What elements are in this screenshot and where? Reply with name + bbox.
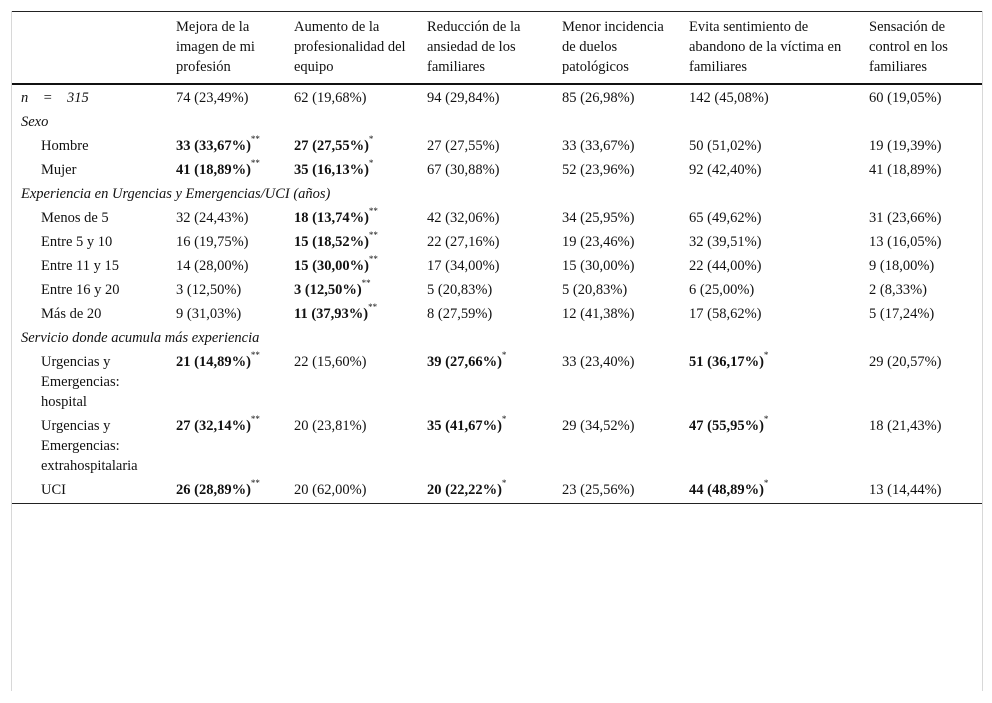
table-cell <box>679 278 859 302</box>
table-cell <box>679 230 859 254</box>
table-cell <box>679 158 859 182</box>
significance-marker: * <box>763 478 769 489</box>
cell-value: 32 (39,51%) <box>689 234 762 250</box>
cell-value: 13 (14,44%) <box>869 482 942 498</box>
cell-value: 41 (18,89%) <box>176 162 251 178</box>
cell-value: 39 (27,66%) <box>427 354 502 370</box>
significance-marker: ** <box>250 134 260 145</box>
table-row <box>12 206 982 230</box>
table-cell: 62 (19,68%) <box>294 90 367 106</box>
significance-marker: ** <box>361 278 371 289</box>
table-cell <box>859 230 982 254</box>
table-cell: 142 (45,08%) <box>689 90 769 106</box>
significance-marker: ** <box>368 230 378 241</box>
cell-value: 32 (24,43%) <box>176 210 249 226</box>
cell-value: 44 (48,89%) <box>689 482 764 498</box>
table-cell <box>859 278 982 302</box>
header-cell-empty <box>12 12 166 85</box>
cell-value: 8 (27,59%) <box>427 306 493 322</box>
table-cell <box>166 158 284 182</box>
row-label: Entre 11 y 15 <box>41 258 119 274</box>
table-cell <box>679 350 859 414</box>
table-cell <box>859 158 982 182</box>
table-row <box>12 134 982 158</box>
table-cell: 94 (29,84%) <box>427 90 500 106</box>
cell-value: 15 (30,00%) <box>562 258 635 274</box>
cell-value: 18 (13,74%) <box>294 210 369 226</box>
table-cell <box>166 278 284 302</box>
table-cell <box>679 414 859 478</box>
table-row <box>12 302 982 326</box>
section-header-row <box>12 110 982 134</box>
significance-marker: * <box>501 414 507 425</box>
table-cell <box>284 206 417 230</box>
header-reduccion-ansiedad: Reducción de la ansiedad de los familiares <box>417 12 552 85</box>
table-cell <box>166 478 284 504</box>
cell-value: 20 (22,22%) <box>427 482 502 498</box>
table-cell <box>284 254 417 278</box>
table-cell <box>417 414 552 478</box>
table-cell <box>859 134 982 158</box>
row-label: Urgencias y Emergencias: hospital <box>41 354 120 410</box>
cell-value: 6 (25,00%) <box>689 282 755 298</box>
table-cell <box>859 302 982 326</box>
row-label: Menos de 5 <box>41 210 109 226</box>
significance-marker: ** <box>368 254 378 265</box>
significance-marker: * <box>501 350 507 361</box>
cell-value: 29 (34,52%) <box>562 418 635 434</box>
section-title: Experiencia en Urgencias y Emergencias/UCI (años) <box>21 186 331 202</box>
n-label: n = 315 <box>21 90 89 106</box>
row-label: Mujer <box>41 162 77 178</box>
cell-value: 17 (58,62%) <box>689 306 762 322</box>
cell-value: 14 (28,00%) <box>176 258 249 274</box>
cell-value: 27 (27,55%) <box>427 138 500 154</box>
cell-value: 67 (30,88%) <box>427 162 500 178</box>
table-cell <box>552 414 679 478</box>
table-row <box>12 350 982 414</box>
cell-value: 35 (16,13%) <box>294 162 369 178</box>
cell-value: 19 (23,46%) <box>562 234 635 250</box>
table-cell <box>679 206 859 230</box>
cell-value: 51 (36,17%) <box>689 354 764 370</box>
cell-value: 12 (41,38%) <box>562 306 635 322</box>
table-row <box>12 254 982 278</box>
cell-value: 52 (23,96%) <box>562 162 635 178</box>
table-cell <box>679 478 859 504</box>
table-cell <box>166 414 284 478</box>
cell-value: 27 (27,55%) <box>294 138 369 154</box>
results-table <box>12 11 982 504</box>
table-cell <box>417 350 552 414</box>
cell-value: 5 (17,24%) <box>869 306 935 322</box>
table-cell <box>552 206 679 230</box>
table-cell <box>552 278 679 302</box>
section-header-row <box>12 182 982 206</box>
significance-marker: * <box>501 478 507 489</box>
cell-value: 21 (14,89%) <box>176 354 251 370</box>
table-cell: 74 (23,49%) <box>176 90 249 106</box>
row-label: UCI <box>12 478 166 504</box>
table-cell <box>284 278 417 302</box>
table-cell <box>166 254 284 278</box>
cell-value: 41 (18,89%) <box>869 162 942 178</box>
table-cell <box>552 230 679 254</box>
cell-value: 42 (32,06%) <box>427 210 500 226</box>
table-body <box>12 84 982 504</box>
header-evita-abandono: Evita sentimiento de abandono de la víctima en familiares <box>679 12 859 85</box>
significance-marker: ** <box>250 350 260 361</box>
significance-marker: ** <box>368 302 378 313</box>
cell-value: 2 (8,33%) <box>869 282 927 298</box>
table-row <box>12 158 982 182</box>
table-cell <box>166 302 284 326</box>
table-cell: 85 (26,98%) <box>562 90 635 106</box>
significance-marker: ** <box>250 414 260 425</box>
cell-value: 22 (15,60%) <box>294 354 367 370</box>
cell-value: 50 (51,02%) <box>689 138 762 154</box>
cell-value: 33 (33,67%) <box>562 138 635 154</box>
table-cell <box>552 350 679 414</box>
cell-value: 92 (42,40%) <box>689 162 762 178</box>
table-cell <box>859 206 982 230</box>
cell-value: 22 (44,00%) <box>689 258 762 274</box>
cell-value: 20 (23,81%) <box>294 418 367 434</box>
cell-value: 65 (49,62%) <box>689 210 762 226</box>
cell-value: 22 (27,16%) <box>427 234 500 250</box>
row-label: Urgencias y Emergencias: extrahospitalaria <box>41 418 138 474</box>
table-cell <box>166 206 284 230</box>
table-cell <box>679 254 859 278</box>
cell-value: 47 (55,95%) <box>689 418 764 434</box>
cell-value: 19 (19,39%) <box>869 138 942 154</box>
cell-value: 15 (30,00%) <box>294 258 369 274</box>
table-cell <box>284 302 417 326</box>
header-aumento-profesionalidad: Aumento de la profesionalidad del equipo <box>284 12 417 85</box>
table-cell <box>284 350 417 414</box>
header-sensacion-control: Sensación de control en los familiares <box>859 12 982 85</box>
table-cell <box>552 478 679 504</box>
cell-value: 5 (20,83%) <box>562 282 628 298</box>
table-cell <box>859 414 982 478</box>
row-label: Hombre <box>41 138 89 154</box>
table-cell <box>417 206 552 230</box>
table-cell <box>552 302 679 326</box>
cell-value: 3 (12,50%) <box>294 282 362 298</box>
significance-marker: * <box>368 134 374 145</box>
table-cell <box>679 134 859 158</box>
cell-value: 5 (20,83%) <box>427 282 493 298</box>
table-cell <box>552 134 679 158</box>
cell-value: 29 (20,57%) <box>869 354 942 370</box>
cell-value: 35 (41,67%) <box>427 418 502 434</box>
table-cell <box>859 254 982 278</box>
table-cell <box>284 230 417 254</box>
cell-value: 9 (31,03%) <box>176 306 242 322</box>
table-row <box>12 414 982 478</box>
cell-value: 17 (34,00%) <box>427 258 500 274</box>
cell-value: 33 (33,67%) <box>176 138 251 154</box>
cell-value: 33 (23,40%) <box>562 354 635 370</box>
table-cell <box>166 134 284 158</box>
cell-value: 9 (18,00%) <box>869 258 935 274</box>
significance-marker: * <box>763 350 769 361</box>
table-cell <box>417 302 552 326</box>
section-title: Servicio donde acumula más experiencia <box>21 330 260 346</box>
cell-value: 34 (25,95%) <box>562 210 635 226</box>
table-cell <box>417 478 552 504</box>
table-cell <box>417 230 552 254</box>
cell-value: 23 (25,56%) <box>562 482 635 498</box>
table-cell <box>417 134 552 158</box>
table-cell <box>284 414 417 478</box>
table-row-n <box>12 84 982 110</box>
table-row <box>12 230 982 254</box>
cell-value: 11 (37,93%) <box>294 306 369 322</box>
table-cell <box>284 478 417 504</box>
table-cell <box>166 350 284 414</box>
cell-value: 20 (62,00%) <box>294 482 367 498</box>
table-cell <box>859 350 982 414</box>
table-page <box>11 11 983 691</box>
significance-marker: ** <box>250 158 260 169</box>
table-cell <box>284 134 417 158</box>
cell-value: 15 (18,52%) <box>294 234 369 250</box>
table-cell <box>417 254 552 278</box>
cell-value: 26 (28,89%) <box>176 482 251 498</box>
table-cell <box>679 302 859 326</box>
table-header <box>12 12 982 85</box>
table-cell <box>552 158 679 182</box>
row-label: Entre 5 y 10 <box>41 234 113 250</box>
table-cell <box>552 254 679 278</box>
cell-value: 31 (23,66%) <box>869 210 942 226</box>
table-cell: 60 (19,05%) <box>869 90 942 106</box>
significance-marker: ** <box>368 206 378 217</box>
row-label: Más de 20 <box>41 306 102 322</box>
section-header-row <box>12 326 982 350</box>
significance-marker: * <box>368 158 374 169</box>
cell-value: 3 (12,50%) <box>176 282 242 298</box>
cell-value: 16 (19,75%) <box>176 234 249 250</box>
significance-marker: ** <box>250 478 260 489</box>
table-row <box>12 478 982 504</box>
cell-value: 18 (21,43%) <box>869 418 942 434</box>
cell-value: 13 (16,05%) <box>869 234 942 250</box>
section-title: Sexo <box>21 114 49 130</box>
row-label: Entre 16 y 20 <box>41 282 120 298</box>
cell-value: 27 (32,14%) <box>176 418 251 434</box>
table-cell <box>417 158 552 182</box>
table-row <box>12 278 982 302</box>
table-cell <box>417 278 552 302</box>
header-mejora-imagen: Mejora de la imagen de mi profesión <box>166 12 284 85</box>
significance-marker: * <box>763 414 769 425</box>
table-cell <box>166 230 284 254</box>
table-cell <box>859 478 982 504</box>
table-cell <box>284 158 417 182</box>
header-menor-duelos: Menor incidencia de duelos patológicos <box>552 12 679 85</box>
